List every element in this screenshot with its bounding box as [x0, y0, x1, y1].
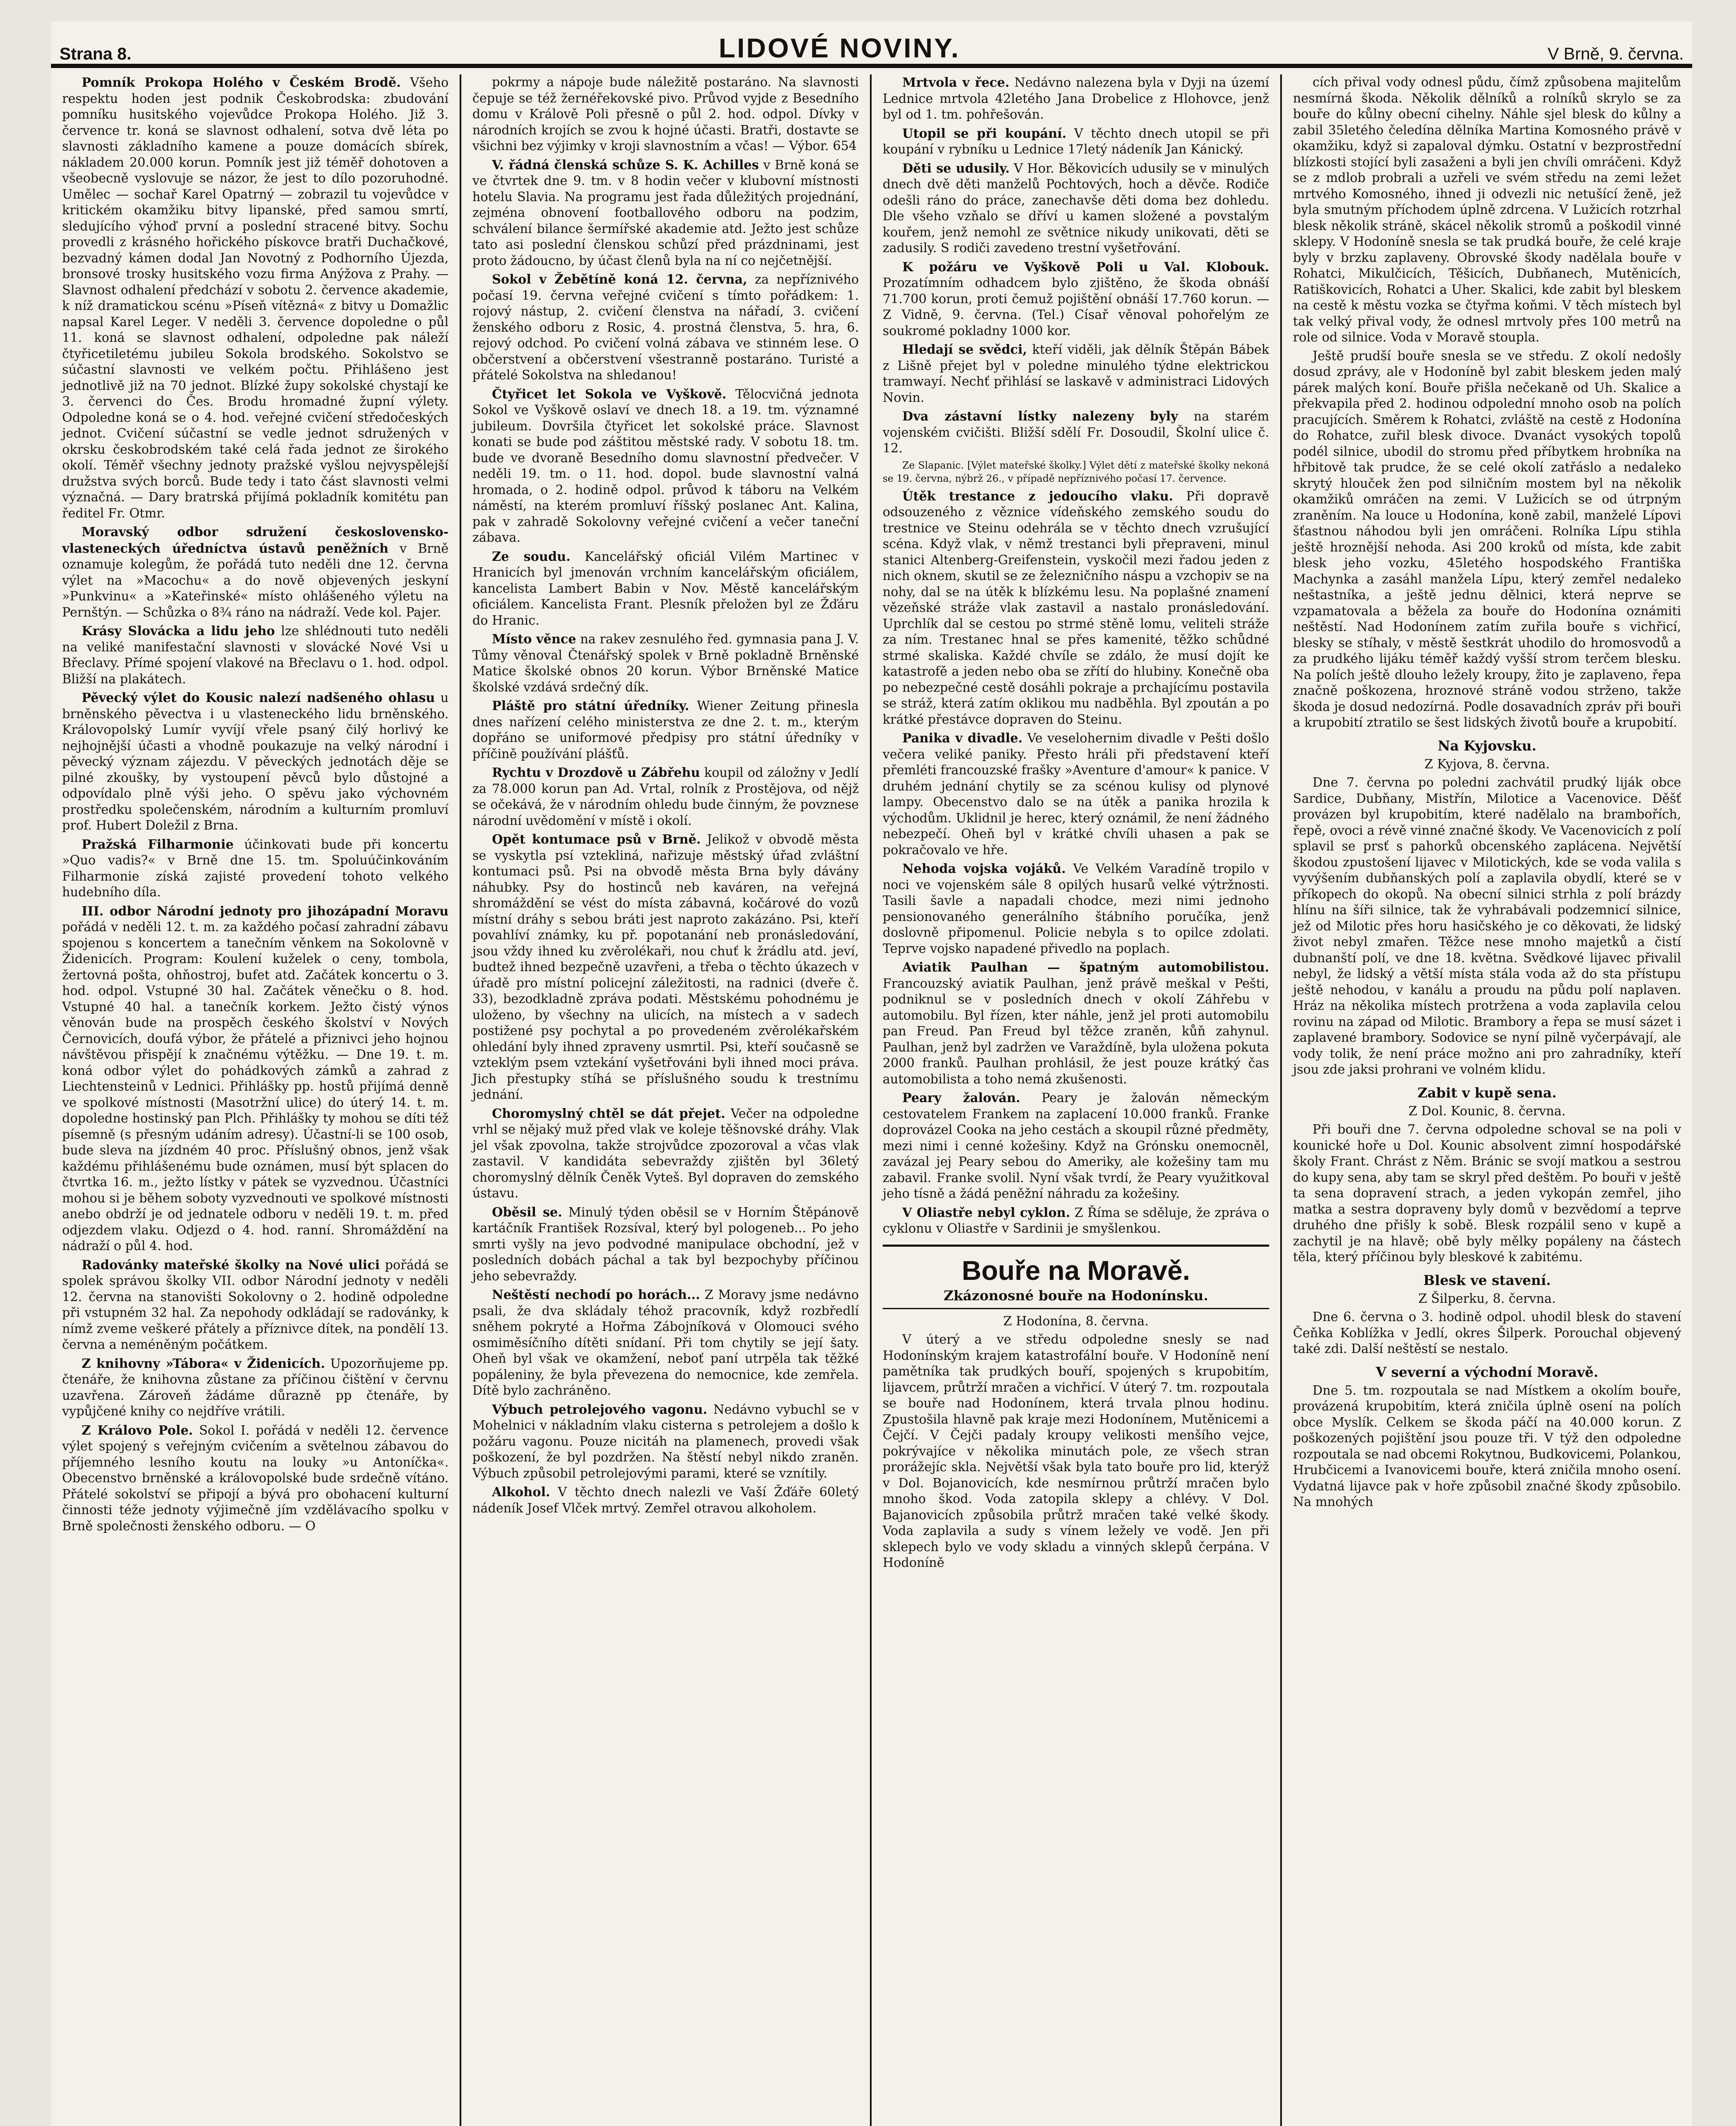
article-text: Upozorňujeme pp. čtenáře, že knihovna zůstane za příčinou čištění v červnu uzavřena. Zároveň žádáme důrazně pp čtenáře, by vypůjčené knihy co nejdříve vrátili.: [62, 1356, 449, 1418]
article: [883, 1205, 1269, 1237]
article: [883, 959, 1269, 1087]
dateline: Z Dol. Kounic, 8. června.: [1408, 1103, 1566, 1118]
newspaper-page: [51, 21, 1692, 2126]
article-text: koupil od záložny v Jedlí za 78.000 korun pan Ad. Vrtal, rolník z Prostějova, od nějž se očekává, že v národním ohledu bude činným, že povznese národní uvědomění v místě i okolí.: [472, 765, 859, 828]
article: [883, 125, 1269, 158]
article: [472, 698, 859, 762]
article-text: Francouzský aviatik Paulhan, jenž právě meškal v Pešti, podniknul se v posledních dnech v okolí Záhřebu v automobilu. Byl řízen, kter náhle, jenž jel proti automobilu pan Freud. Pan Freud byl těžce zraněn, kůň zahynul. Paulhan, jenž byl zadržen ve Varaždíně, byla uložena pokuta 2000 franků. Paulhan prohlásil, že jest pouze krátký čas automobilista a toho nemá zkušenosti.: [883, 976, 1269, 1086]
article-text: na rakev zesnulého řed. gymnasia pana J. V. Tůmy věnoval Čtenářský spolek v Brně pokladně Brněnské Matice školské obnos 20 korun. Výbor Brněnské Matice školské vzdává srdečný dík.: [472, 632, 859, 694]
article: [472, 386, 859, 546]
article-text: Z Říma se sděluje, že zpráva o cyklonu v Oliastře v Sardinii je smyšlenkou.: [883, 1205, 1269, 1236]
article: Dne 5. tm. rozpoutala se nad Místkem a okolím bouře, provázená krupobitím, která zničila úplně osení na polích obce Myslík. Celkem se škoda páčí na 40.000 korun. Z poškozených pojištění jsou pouze tři. V týž den odpoledne rozpoutala se nad obcemi Rokytnou, Budkovicemi, Polankou, Hrubčicemi a Ivanovicemi bouře, která zničila mnoho osení. Vydatná lijavce pak v hoře způsobil značné škody způsobilo. Na mnohých: [1293, 1383, 1681, 1509]
article: V úterý a ve středu odpoledne snesly se nad Hodonínským krajem katastrofální bouře. V Hodoníně není pamětníka tak prudkých bouří, spojených s krupobitím, lijavcem, průtrží mračen a vichřicí. V úterý 7. tm. rozpoutala se bouře nad Hodonínem, která trvala plnou hodinu. Zpustošila hlavně pak kraje mezi Hodonínem, Mutěnicemi a Čejčí. V Čejči padaly kroupy velikosti menšího vejce, pokrývajíce v několika minutách pole, ze všech stran prorážejíc skla. Největší však byla tato bouře pro lid, kterýž v Dol. Bojanovicích, kde nesmírnou průtrží mračen bylo mnoho škod. Voda zatopila sklepy a chlévy. V Dol. Bajanovicích způsobila průtrž mračen také velké škody. Voda zaplavila a sudy s vínem ležely ve vodě. Jen při sklepech bylo ve vody skladu a vinných sklepů čerpána. V Hodoníně: [883, 1332, 1269, 1570]
column-4: [1282, 74, 1692, 2126]
article: [472, 271, 859, 384]
article-heading: Pěvecký výlet do Kousic nalezí nadšeného ohlasu: [82, 690, 435, 705]
newspaper-title: LIDOVÉ NOVINY.: [719, 33, 960, 63]
article-text: lze shlédnouti tuto neděli na veliké manifestační slavnosti v slovácké Nové Vsi u Břeclavy. Přímé spojení vlakové na Břeclavu o 1. hod. odpol. Bližší na plakátech.: [62, 624, 449, 686]
article: [472, 549, 859, 629]
article-text: Wiener Zeitung přinesla dnes nařízení celého ministerstva ze dne 2. t. m., kterým dopřáno se uniformové předpisy pro státní úředníky v příčině používání plášťů.: [472, 699, 859, 761]
article-text: Prozatímním odhadcem bylo zjištěno, že škoda obnáší 71.700 korun, proti čemuž pojištění obnáší 17.760 korun. — Z Vidně, 9. června. (Tel.) Císař věnoval pohořelým ze soukromé pokladny 1000 kor.: [883, 276, 1269, 338]
article-heading: Z Královo Pole.: [82, 1422, 193, 1438]
article: [883, 259, 1269, 339]
article-text: kteří viděli, jak dělník Štěpán Bábek z Lišně přejet byl v poledne minulého týdne elektrickou tramwayí. Nechť přihlásí se laskavě v administraci Lidových Novin.: [883, 342, 1269, 405]
article-text: Večer na odpoledne vrhl se nějaký muž před vlak ve koleje těšnovské dráhy. Vlak jel však zpovolna, takže strojvůdce zpozoroval a včas vlak zastavil. V kandidáta sebevraždy zjištěn byl 36letý choromyslný dělník Čeněk Vyteš. Byl dopraven do zemského ústavu.: [472, 1106, 859, 1200]
article-text: pokrmy a nápoje bude náležitě postaráno. Na slavnosti čepuje se též žernéřekovské pivo. Průvod vyjde z Besedního domu v Králově Poli přesně o půl 2. hod. odpol. Dívky v národních krojích se zvou k hojné účasti. Bratři, dostavte se všichni bez výjimky v kroji slavnostním a včas! — Výbor. 654: [472, 75, 859, 153]
article: [62, 524, 449, 620]
article-heading: Dva zástavní lístky nalezeny byly: [902, 409, 1178, 423]
article-heading: Útěk trestance z jedoucího vlaku.: [902, 488, 1173, 503]
article: [883, 1090, 1269, 1202]
article: [472, 157, 859, 269]
article: [472, 831, 859, 1103]
article-heading: Na Kyjovsku.: [1438, 737, 1537, 754]
dateline: Z Kyjova, 8. června.: [1424, 756, 1550, 771]
article-heading: Panika v divadle.: [902, 730, 1023, 745]
article-text: v Brně oznamuje kolegům, že pořádá tuto neděli dne 12. června výlet na »Macochu« a do nově objevených jeskyní »Punkvinu« a »Kateřinské« místo ohlášeného výletu na Pernštýn. — Schůzka o 8¾ ráno na nádraží. Vede kol. Pajer.: [62, 541, 449, 620]
column-3: [872, 74, 1282, 2126]
article: [883, 341, 1269, 406]
article: [472, 1287, 859, 1399]
article: [472, 1106, 859, 1202]
article-text: Tělocvičná jednota Sokol ve Vyškově oslaví ve dnech 18. a 19. tm. významné jubileum. Dovršila čtyřicet let sokolské práce. Slavnost konati se bude pod záštitou městské rady. V sobotu 18. tm. bude ve dvoraně Besedního domu slavnostní předvečer. V neděli 19. tm. o 11. hod. dopol. bude slavnostní valná hromada, o 2. hodině odpol. průvod k táboru na Velkém náměstí, na kterém promluví říšský poslanec Ant. Kalina, pak v zahradě Sokolovny veřejné cvičení a večer taneční zábava.: [472, 387, 859, 545]
article: Dne 7. června po poledni zachvátil prudký liják obce Sardice, Dubňany, Mistřín, Milotice a Vacenovice. Děšť provázen byl krupobitím, které nadělalo na brambořích, řepě, ovoci a révě vinné značné škody. Ve Vacenovicích z polí splavil se prsť s pahorků obcenského zaplácena. Největší škodou zpustošení lijavec v Milotických, kde se voda valila s vyvýšením dubňanských polí a zaplavila obydlí, které se v příkopech do okopů. Na obecní silnici strhla z polí brázdy hlínu na šíři silnice, tak že vyhrabávali podzemnicí silnice, jež od Milotic přes horu hasičského je co děkovati, že lidský život nebyl zmařen. Těžce nese mnoho majetků a čistí dubnanští polí, ve dne 18. května. Svědkové lijavec přivalil nebyl, že lidský a větší místa stála voda až do sta přístupu ještě nehodou, v kanálu a proudu na půdu polí naplaven. Hráz na několika místech protržena a voda zaplavila celou rovinu na západ od Milotic. Brambory a řepa se musí sázet i zaplavené brambory. Sodovice se nyní pilně vyčerpávají, ale vody tolik, že není práce možno ani pro zahradníky, kteří jsou zde jaksi prohrani ve volném klidu.: [1293, 775, 1681, 1077]
article-text: u brněnského pěvectva i u vlasteneckého lidu brněnského. Královopolský Lumír vyvíjí vřele psaný čilý horlivý ke nejhojnější účasti a vhodně poukazuje na velký národní i pěvecký význam zájezdu. V pěveckých jednotách děje se pilné zkoušky, by vystoupení pěvců bylo důstojné a odpovídalo plně výši jeho. O spěvu jako výchovném prostředku společenském, národním a kulturním promluví prof. Hubert Doležil z Brna.: [62, 691, 449, 833]
article-text: Z Moravy jsme nedávno psali, že dva skládaly téhož pracovník, když rozbředlí sněhem pokryté a Hořma Zábojníková v Olomouci svého osmiměsíčního dítěti snídaní. Při tom chytily se její šaty. Oheň byl však ve okamžení, neboť paní utrpěla tak těžké popáleniny, že byla převezena do nemocnice, kde zemřela. Dítě bylo zachráněno.: [472, 1288, 859, 1398]
article: [883, 160, 1269, 256]
column-1: [51, 74, 461, 2126]
article: [62, 74, 449, 521]
article: Ještě prudší bouře snesla se ve středu. Z okolí nedošly dosud zprávy, ale v Hodoníně byl zabit bleskem jeden malý párek malých koní. Bouře přišla nečekaně od Uh. Skalice a překvapila před 2. hodinou odpolední mnoho osob na polích pracujících. Směrem k Rohatci, zvláště na cestě z Hodonína do Rohatce, zuřil blesk divoce. Dvanáct vysokých topolů podél silnice, ubodil do stromu před příbytkem hrobníka na hřbitově tak prudce, že se celé okolí zatřáslo a nedaleko skrytý hlouček žen pod silničním mostem byl na několik okamžiků omráčen na zemi. V Lužicích se od útrpným zraněním. Na louce u Hodonína, koně zabil, manželé Lípovi šťastnou náhodou byli jen omráčeni. Rolníka Lípu stihla ještě hroznější nehoda. Asi 200 kroků od místa, kde zabit blesk jeho vozku, 45letého hospodského Františka Machynka a zasáhl manžela Lípu, který zemřel nedaleko neštastníka, a ještě jednu dělnici, která neprve se vzpamatovala a běžela za bouře do Hodonína oznámiti neštěstí. Nad Hodonínem zatím zuřila bouře s vichřicí, blesky se stíhaly, v městě šestkrát uhodilo do hromosvodů a za prudkého lijáku téměř každý vyšší strom terčem blesku. Na polích ještě dlouho ležely kroupy, žito je zaplaveno, řepa značně poškozena, hroznové stráně vodou strženo, takže škoda je dosud nedozírná. Podle dosavadních zpráv při bouři a krupobití ztratilo se šest lidských životů bouře a krupobití.: [1293, 348, 1681, 730]
article-text: Sokol I. pořádá v neděli 12. července výlet spojený s veřejným cvičením a světelnou zábavou do příjemného lesního koutu na louky »u Antoníčka«. Obecenstvo brněnské a královopolské bude srdečně vítáno. Přátelé sokolství se připojí a bývá pro obohacení kulturní činnosti téže jednoty výjimečně jím vzdělávacího spolku v Brně společnosti ženského odboru. — O: [62, 1423, 449, 1533]
article: Dne 6. června o 3. hodině odpol. uhodil blesk do stavení Čeňka Koblížka v Jedlí, okres Šilperk. Porouchal objevený také zdi. Další neštěstí se nestalo.: [1293, 1310, 1681, 1356]
article-text: Ve Velkém Varadíně tropilo v noci ve vojenském sále 8 opilých husarů velké výtržnosti. Tasili šavle a napadali chodce, mezi nimi jednoho pensionovaného generálního štábního poručíka, jenž doslovně připomenul. Policie nebyla s to opilce zdolati. Teprve vojsko napadené přivedlo na poplach.: [883, 861, 1269, 956]
article: [472, 1484, 859, 1516]
article-heading: Utopil se při koupání.: [902, 125, 1067, 141]
masthead: [51, 21, 1692, 68]
article: [883, 861, 1269, 957]
article: [472, 1204, 859, 1285]
article: [883, 408, 1269, 457]
article-text: Při dopravě odsouzeného z věznice vídeňského zemského soudu do trestnice ve Steinu odehrála se v těchto dnech vzrušující scéna. Když vlak, v němž trestanci byli přepraveni, minul stanici Altenberg-Greifenstein, vyskočil mezi řadou jeden z nich oknem, skutil se ze železničního náspu a vzchopiv se na nohy, dal se na útěk k blízkému lesu. Na poplašné znamení vězeňské stráže vlak zastavil a nastalo pronásledování. Uprchlík dal se cestou po strmé stěně lomu, veliteli stráže za ním. Trestanec hnal se přes kamenité, těžko schůdné strmé skaliska. Každé chvíle se zdálo, že musí dojít ke katastrofě a jeden nebo oba se zřítí do hlubiny. Konečně oba po nebezpečné cestě dosáhli pokraje a prchajícímu postavila se stráž, která zatím oklikou mu nadběhla. Byl zpoután a po krátké přestávce dopraven do Steinu.: [883, 489, 1269, 727]
article-heading: Ze soudu.: [492, 549, 571, 564]
page-number: Strana 8.: [60, 45, 131, 63]
article-heading: Radovánky mateřské školky na Nové ulici: [82, 1257, 380, 1272]
article-text: za nepříznivého počasí 19. června veřejné cvičení s tímto pořádkem: 1. rojový nástup, 2. cvičení členstva na nářadí, 3. cvičení ženského odboru z Rosic, 4. prostná členstva, 5. hra, 6. rejový odchod. Po cvičení volná zábava ve stinném lese. O občerstvení a občerstvení všestranně postaráno. Turisté a přátelé Sokolstva na shledanou!: [472, 272, 859, 382]
article: [62, 1257, 449, 1353]
article-heading: K požáru ve Vyškově Poli u Val. Klobouk.: [902, 259, 1269, 274]
article-text: účinkovati bude při koncertu »Quo vadis?« v Brně dne 15. tm. Spoluúčinkováním Filharmonie získá zajisté provedení tohoto velkého hudebního díla.: [62, 837, 449, 899]
article-heading: Opět kontumace psů v Brně.: [492, 832, 701, 847]
article: [472, 631, 859, 695]
dateline: Z Šilperku, 8. června.: [1418, 1291, 1556, 1306]
article-text: V těchto dnech nalezli ve Vaší Žďáře 60letý nádeník Josef Vlček mrtvý. Zemřel otravou alkoholem.: [472, 1485, 859, 1515]
article-heading: Aviatik Paulhan — špatným automobilistou.: [902, 960, 1269, 975]
article-text: na starém vojenském cvičišti. Bližší sdělí Fr. Dosoudil, Školní ulice č. 12.: [883, 409, 1269, 455]
article: [62, 1356, 449, 1420]
article-heading: Čtyřicet let Sokola ve Vyškově.: [492, 386, 727, 401]
article-small: Ze Slapanic. [Výlet mateřské školky.] Výlet dětí z mateřské školky nekoná se 19. června, nýbrž 26., v případě nepříznivého počasí 17. července.: [883, 460, 1269, 484]
article-heading: V Oliastře nebyl cyklon.: [902, 1205, 1070, 1220]
article: [62, 1422, 449, 1535]
article-heading: Zabit v kupě sena.: [1417, 1084, 1557, 1101]
article: [62, 836, 449, 901]
article: [62, 690, 449, 834]
article-heading: Rychtu v Drozdově u Zábřehu: [492, 765, 700, 780]
article-heading: Hledají se svědci,: [902, 342, 1027, 357]
article-heading: Moravský odbor sdružení československo-vlasteneckých úředníctva ústavů peněžních: [62, 524, 449, 556]
article-heading: V severní a východní Moravě.: [1375, 1364, 1599, 1380]
article-text: V těchto dnech utopil se při koupání v rybníku u Lednice 17letý nádeník Jan Kánický.: [883, 126, 1269, 156]
article-heading: Nehoda vojska vojáků.: [902, 861, 1066, 876]
article-heading: Krásy Slovácka a lidu jeho: [82, 623, 275, 638]
article-text: Nedávno nalezena byla v Dyji na území Lednice mrtvola 42letého Jana Drobelice z Hlohovce, jenž byl od 1. tm. pohřešován.: [883, 75, 1269, 122]
section-headline: Bouře na Moravě.: [883, 1245, 1269, 1288]
article-heading: Pražská Filharmonie: [82, 836, 234, 852]
issue-date: V Brně, 9. června.: [1547, 45, 1684, 63]
article-heading: Neštěstí nechodí po horách...: [492, 1287, 700, 1302]
article: [472, 74, 859, 154]
article: Při bouři dne 7. června odpoledne schoval se na poli v kounické hoře u Dol. Kounic absolvent zimní hospodářské školy Frant. Chrást z Něm. Bránic se svojí matkou a sestrou do kupy sena, aby tam se skryl před deštěm. Po bouři v ještě ta sena dopravení strach, a jeden vykopán zemřel, jiho matka a sestra dopraveny byly domů v bezvědomí a teprve druhého dne přišly k sobě. Blesk rozpálil seno v kupě a zachytil je na hlavě; obě byly mělky popáleny na částech těla, který příčinou byly bleskové k zabitému.: [1293, 1122, 1681, 1264]
article-text: pořádá se spolek správou školky VII. odbor Národní jednoty v neděli 12. června na stanovišti Sokolovny o 2. hodině odpoledne při vstupném 32 hal. Za nepohody odkládají se radovánky, k nímž zveme veškeré přátely a příznivce dítek, na pondělí 13. června a neméněným počátkem.: [62, 1257, 449, 1352]
article-text: Minulý týden oběsil se v Horním Štěpánově kartáčník František Rozsíval, který byl pologeneb... Po jeho smrti vyšly na jevo podvodné manipulace obchodní, jež v posledních dobách páchal a tak byl bezpochyby příčinou jeho sebevraždy.: [472, 1205, 859, 1283]
article: [62, 623, 449, 687]
article: [883, 74, 1269, 123]
column-2: [461, 74, 872, 2126]
article: cích přival vody odnesl půdu, čímž způsobena majitelům nesmírná škoda. Několik dělníků a rolníků skrylo se za bouře do kůlny obecní cihelny. Náhle sjel blesk do kůlny a zabil 35letého čeledína dělníka Martina Komosného právě v okamžiku, když si zapaloval dýmku. Ostatní v bezprostřední blízkosti stojící byli zasaženi a byli jen chvíli omráčeni. Když se z mdlob probrali a uzřeli ve svém středu na zemi ležet mrtvého Komosného, ihned ji odvezli nic netušící ženě, jež byla smutným příchodem úplně zdrcena. V Lužicích rotzrhal blesk několik stráně, skácel několik stromů a poškodil vinné sklepy. V Hodoníně snesla se tak prudká bouře, že celé kraje byly v brzku zaplaveny. Obrovské škody nadělala bouře v Rohatci, Mikulčicích, Těšicích, Dubňanech, Mutěnicích, Ratiškovicích, Rohatci a Uher. Skalici, kde zabit byl bleskem na cestě k městu vozka se čtyřma koňmi. V těch místech byl tak velký přival vody, že odnesl mrtvoly přes 100 metrů na role od silnice. Voda v Moravě stoupla.: [1293, 75, 1681, 344]
article-text: Ve veselohernim divadle v Pešti došlo večera veliké paniky. Přesto hráli při představení kteří přemléti francouzské frašky »Aventure d'amour« k panice. V druhém jednání chytily se za scénou kulisy od plynové lampy. Obecenstvo dalo se na útěk a panika hrozila k východům. Uklidnil je herec, který oznámil, že není žádného nebezpečí. Oheň byl v krátké chvíli uhasen a pak se pokračovalo ve hře.: [883, 731, 1270, 857]
article-heading: Blesk ve stavení.: [1423, 1272, 1551, 1288]
article-columns: [51, 74, 1692, 2126]
article-text: v Brně koná se ve čtvrtek dne 9. tm. v 8 hodin večer v klubovní místnosti hotelu Slavia. Na programu jest řada důležitých projednání, zejména obnovení footballového odboru na podzim, schválení bilance šermířské akademie atd. Ježto jest schůze tato asi poslední členskou schůzí před prázdninami, jest proto žádoucno, by účast členů byla na ní co nejčetnější.: [472, 157, 859, 268]
article: [883, 488, 1269, 728]
section-subheadline: Zkázonosné bouře na Hodonínsku.: [883, 1288, 1269, 1309]
article-heading: Peary žalován.: [902, 1090, 1020, 1105]
article-heading: Mrtvola v řece.: [902, 75, 1010, 90]
article-heading: III. odbor Národní jednoty pro jihozápadní Moravu: [82, 903, 449, 918]
article-heading: Místo věnce: [492, 631, 577, 646]
article-text: V Hor. Běkovicích udusily se v minulých dnech dvě děti manželů Pochtových, hoch a děvče. Rodiče odešli ráno do práce, zanechavše děti doma bez dohledu. Dle všeho vzňalo se dříví u kamen složené a povstalým kouřem, jenž nemohl ze světnice nikudy unikovati, děti se zadusily. S rodiči zavedeno trestní vyšetřování.: [883, 161, 1269, 255]
article: [472, 765, 859, 829]
dateline: Z Hodonína, 8. června.: [1003, 1313, 1149, 1328]
article-heading: V. řádná členská schůze S. K. Achilles: [492, 157, 759, 172]
article-text: pořádá v neděli 12. t. m. za každého počasí zahradní zábavu spojenou s koncertem a tanečním věnkem na Sokolovně v Židenicích. Program: Koulení kuželek o ceny, tombola, žertovná pošta, ohňostroj, bufet atd. Začátek koncertu o 3. hod. odpol. Vstupné 30 hal. Začátek věnečku o 8. hod. Vstupné 40 hal. a tanečník korkem. Ježto čistý výnos věnován bude na prospěch českého školství v Nových Černovicích, doufá výbor, že přátelé a přiznivci jeho hojnou návštěvou přispějí k značnému výtěžku. — Dne 19. t. m. koná odbor výlet do pohádkových zámků a zahrad z Liechtensteinů v Lednici. Přihlášky pp. hostů přijímá denně ve spolkové místnosti (Masotržní ulice) do úterý 14. t. m. dopoledne hostinský pan Plch. Přihlášky ty mohou se díti též písemně (s přesným udáním adresy). Účastní-li se 100 osob, bude sleva na jízdném 40 proc. Příslušný obnos, jenž však každému přihlášenému bude oznámen, musí být splacen do čtvrtka 16. m., ježto lístky v pátek se vyzvednou. Účastníci mohou si je během soboty vyzvednouti ve spolkové místnosti anebo obdrží je od jednatele odboru v neděli 19. t. m. před odjezdem vlaku. Odjezd o 4. hod. ranní. Shromáždění na nádraží o půl 4. hod.: [62, 920, 449, 1253]
article-heading: Oběsil se.: [492, 1204, 563, 1219]
article-heading: Z knihovny »Tábora« v Židenicích.: [82, 1356, 325, 1371]
article-heading: Děti se udusily.: [902, 160, 1010, 176]
article-text: Všeho respektu hoden jest podnik Českobrodska: zbudování pomníku husitského vojevůdce Prokopa Holého. Již 3. července tr. koná se slavnost odhalení, sotva dvě léta po slavnosti základního kamene a pouze domácích sbírek, nákladem 20.000 korun. Pomník jest již téměř dohotoven a všeobecně vyslovuje se názor, že jest to dílo pozoruhodné. Umělec — sochař Karel Opatrný — zobrazil tu vojevůdce v kritickém okamžiku bitvy lipanské, před samou smrtí, sledujícího výhoď první a poslední stracené bitvy. Sochu provedli z krásného hořického pískovce bratři Duchačkové, bezvadný kámen dodal Jan Novotný z Podhorního Újezda, bronsové trosky husitského vozu firma Anýžova z Prahy. — Slavnost odhalení předchází v sobotu 2. července akademie, k níž dramatickou scénu »Píseň vítězná« z bitvy u Domažlic napsal Karel Leger. V neděli 3. července dopoledne o půl 11. koná se slavnost odhalení, odpoledne pak náleží čtyřicetiletému jubileu Sokola brodského. Sokolstvo se súčastní slavnosti ve velkém počtu. Přihlášeno jest jednotlivě již na 70 jednot. Blízké župy sokolské chystají ke 3. červenci do Čes. Brodu hromadné župní výlety. Odpoledne koná se o 4. hod. veřejné cvičení středočeských jednot. Cvičení súčastní se vedle jednot sdružených v okrsku českobrodském také celá řada jednot ze širokého okolí. Téměř všechny jednoty pražské vyšlou nejvyspělejší družstva svých borců. Bude tedy i tato část slavnosti velmi význačná. — Dary bratrská přijímá pokladník komitétu pan ředitel Fr. Otmr.: [62, 75, 449, 520]
article-text: Kancelářský oficiál Vilém Martinec v Hranicích byl jmenován vrchním kancelářským oficiálem, kancelista Lambert Babin v Nov. Městě kancelářským oficiálem. Kancelista Frant. Plesník přeložen byl ze Žďáru do Hranic.: [472, 549, 859, 628]
article-heading: Sokol v Žebětíně koná 12. června,: [492, 272, 747, 287]
article-heading: Alkohol.: [492, 1484, 550, 1499]
article: [62, 903, 449, 1254]
article-text: Peary je žalován německým cestovatelem Frankem na zaplacení 10.000 franků. Franke doprovázel Cooka na jeho cestách a skoupil různé předměty, mezi nimi i cenné kožešiny. Když na Grónsku onemocněl, zavázal jej Peary sebou do Ameriky, ale kožešiny tam mu zabavil. Franke svolil. Nyní však tvrdí, že Peary využitkoval jeho tísně a žádá peněžní náhradu za kožešiny.: [883, 1091, 1270, 1201]
article: [472, 1401, 859, 1482]
article: [883, 730, 1269, 858]
article-text: Jelikož v obvodě města se vyskytla psí vztekliná, nařizuje městský úřad zvláštní kontumaci psů. Psi na obvodě města Brna byly dávány náhubky. Psy do hostinců neb kaváren, na veřejná shromáždění se vést do místa zábavná, kočárové do vozů místní dráhy s sebou bráti jest naproto zakázáno. Psi, kteří povahlíví známky, ku př. popotanání neb pronásledování, jsou vždy ihned ku zvěrolékaři, nou chuť k žrádlu atd. jeví, budtež ihned bezpečně uzavřeni, a třeba o těchto úkazech v úřadě pro místní policejní záležitosti, na radnici (dveře č. 33), bezodkladně zpráva podati. Městskému pohodnému je uloženo, by všechny na ulicích, na místech a v sadech postižené psy pochytal a po provedeném zvěrolékařském ohledání byly ihned zpraveny usmrtil. Psi, kteří současně se vzteklým psem vztekání vyšetřováni byli ihned moci práva. Jich přestupky stíhá se příslušného soudu k trestnímu jednání.: [472, 832, 859, 1102]
article-text: Nedávno vybuchl se v Mohelnici v nákladním vlaku cisterna s petrolejem a došlo k požáru vagonu. Pouze nicitáh na plamenech, provedi však poškození, že byl pozdržen. Na štěstí nebyl nikdo zraněn. Výbuch způsobil petrolejovými parami, které se vznítily.: [472, 1402, 859, 1481]
article-heading: Výbuch petrolejového vagonu.: [492, 1401, 707, 1417]
article-heading: Choromyslný chtěl se dát přejet.: [492, 1106, 725, 1121]
article-heading: Pomník Prokopa Holého v Českém Brodě.: [82, 75, 401, 90]
article-heading: Pláště pro státní úředníky.: [492, 698, 689, 713]
